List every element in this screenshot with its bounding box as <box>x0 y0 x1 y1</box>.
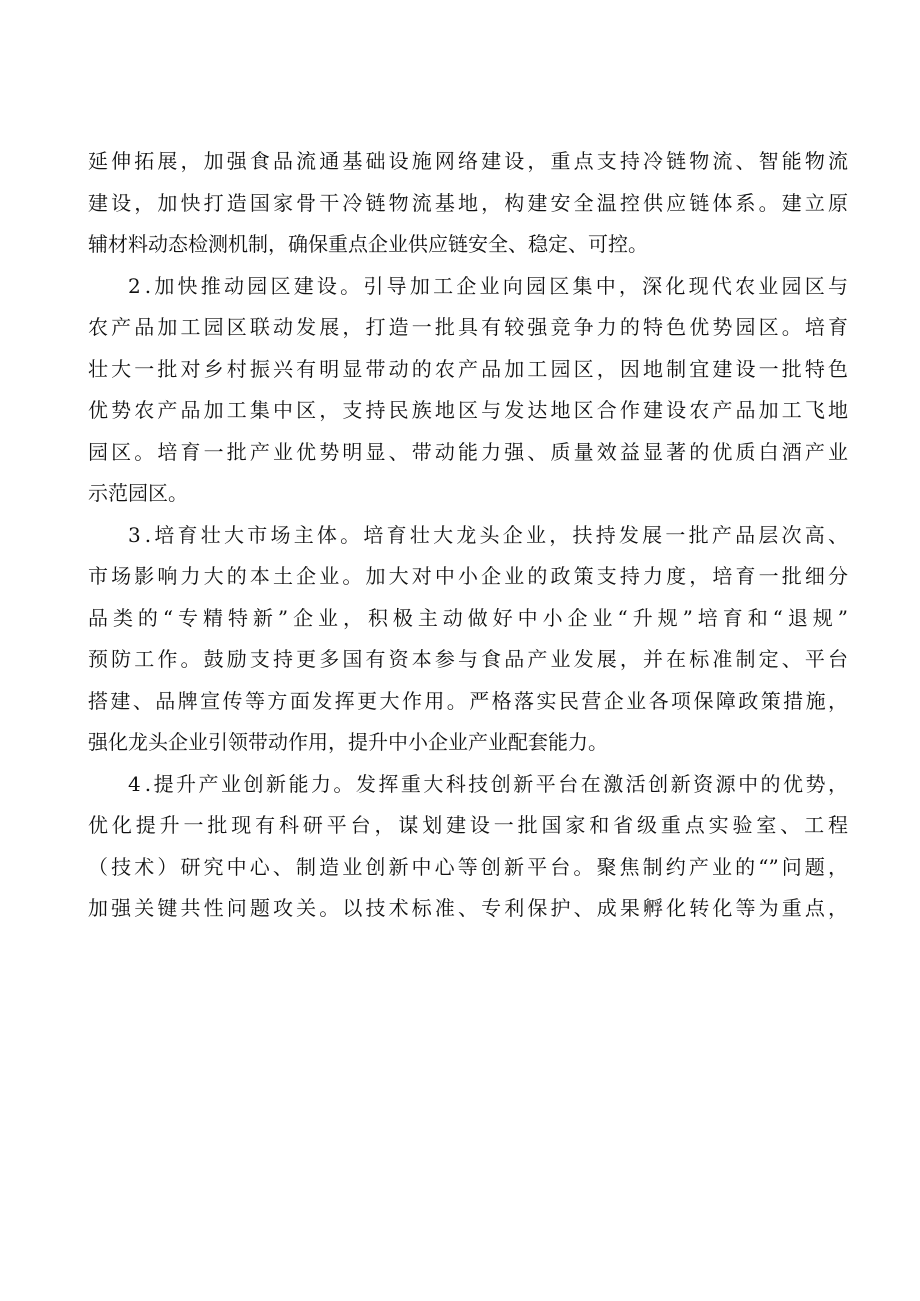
paragraph-4-line-2: 优化提升一批现有科研平台，谋划建设一批国家和省级重点实验室、工程 <box>88 813 848 837</box>
paragraph-2-line-2: 农产品加工园区联动发展，打造一批具有较强竞争力的特色优势园区。培育 <box>88 315 848 339</box>
paragraph-4-line-4: 加强关键共性问题攻关。以技术标准、专利保护、成果孵化转化等为重点， <box>88 896 848 920</box>
paragraph-4-line-3: （技术）研究中心、制造业创新中心等创新平台。聚焦制约产业的“”问题， <box>88 854 848 879</box>
paragraph-2-line-1-text: .加快推动园区建设。引导加工企业向园区集中，深化现代农业园区与 <box>144 273 848 298</box>
paragraph-4-line-1-text: .提升产业创新能力。发挥重大科技创新平台在激活创新资源中的优势， <box>144 771 848 796</box>
paragraph-2-line-4: 优势农产品加工集中区，支持民族地区与发达地区合作建设农产品加工飞地 <box>88 398 848 422</box>
paragraph-1-line-1: 延伸拓展，加强食品流通基础设施网络建设，重点支持冷链物流、智能物流 <box>88 149 848 173</box>
paragraph-1-line-3: 辅材料动态检测机制，确保重点企业供应链安全、稳定、可控。 <box>88 232 648 256</box>
paragraph-2-line-5: 园区。培育一批产业优势明显、带动能力强、质量效益显著的优质白酒产业 <box>88 439 848 464</box>
paragraph-3-line-6: 强化龙头企业引领带动作用，提升中小企业产业配套能力。 <box>88 730 608 754</box>
paragraph-3-line-1 <box>88 515 848 557</box>
paragraph-3-line-1-text: .培育壮大市场主体。培育壮大龙头企业，扶持发展一批产品层次高、 <box>144 522 848 547</box>
paragraph-1-line-2: 建设，加快打造国家骨干冷链物流基地，构建安全温控供应链体系。建立原 <box>88 190 848 215</box>
paragraph-4-line-1 <box>88 764 848 806</box>
paragraph-3-line-5: 搭建、品牌宣传等方面发挥更大作用。严格落实民营企业各项保障政策措施， <box>88 688 848 713</box>
paragraph-2-line-1 <box>88 266 848 308</box>
paragraph-2-line-3: 壮大一批对乡村振兴有明显带动的农产品加工园区，因地制宜建设一批特色 <box>88 356 848 381</box>
document-body <box>88 141 848 930</box>
paragraph-3-line-3: 品类的“专精特新”企业，积极主动做好中小企业“升规”培育和“退规” <box>88 605 848 630</box>
paragraph-4-number: 4 <box>128 771 141 796</box>
paragraph-3-number: 3 <box>128 522 141 547</box>
paragraph-2-line-6: 示范园区。 <box>88 481 188 505</box>
paragraph-3-line-4: 预防工作。鼓励支持更多国有资本参与食品产业发展，并在标准制定、平台 <box>88 647 848 671</box>
paragraph-3-line-2: 市场影响力大的本土企业。加大对中小企业的政策支持力度，培育一批细分 <box>88 564 848 588</box>
paragraph-2-number: 2 <box>128 273 141 298</box>
